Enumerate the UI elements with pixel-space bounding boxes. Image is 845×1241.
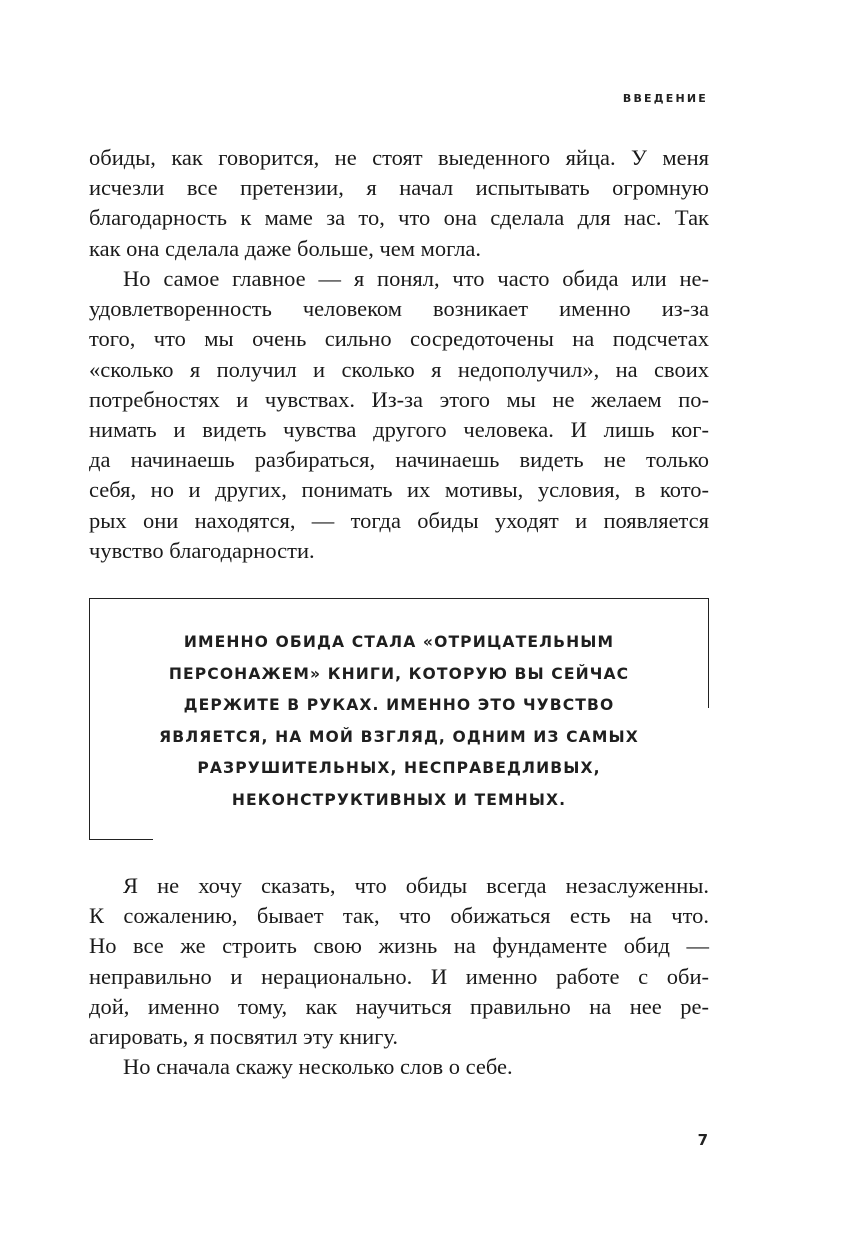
pull-quote-line: ПЕРСОНАЖЕМ» КНИГИ, КОТОРУЮ ВЫ СЕЙЧАС xyxy=(168,664,630,683)
pull-quote-line: РАЗРУШИТЕЛЬНЫХ, НЕСПРАВЕДЛИВЫХ, xyxy=(197,759,601,777)
text-line: К сожалению, бывает так, что обижаться есть на что. xyxy=(89,903,709,929)
pull-quote-frame-top xyxy=(89,598,709,599)
text-line: себя, но и других, понимать их мотивы, условия, в кото- xyxy=(89,477,709,503)
text-line: удовлетворенность человеком возникает именно из-за xyxy=(89,296,709,322)
text-line: чувство благодарности. xyxy=(89,537,315,563)
text-line: исчезли все претензии, я начал испытывать огромную xyxy=(89,175,709,201)
pull-quote-line: ЯВЛЯЕТСЯ, НА МОЙ ВЗГЛЯД, ОДНИМ ИЗ САМЫХ xyxy=(159,727,639,746)
text-line: рых они находятся, — тогда обиды уходят и появляется xyxy=(89,507,709,533)
paragraph-4 xyxy=(89,1052,709,1082)
text-line: неправильно и нерационально. И именно работе с оби- xyxy=(89,963,709,989)
text-line: Я не хочу сказать, что обиды всегда незаслуженны. xyxy=(123,873,709,898)
text-line: потребностях и чувствах. Из-за этого мы не желаем по- xyxy=(89,386,709,412)
pull-quote-text xyxy=(89,627,709,816)
pull-quote-line: ДЕРЖИТЕ В РУКАХ. ИМЕННО ЭТО ЧУВСТВО xyxy=(183,696,615,714)
text-line: Но самое главное — я понял, что часто обида или не- xyxy=(123,266,709,291)
paragraph-2 xyxy=(89,264,709,566)
text-line: того, что мы очень сильно сосредоточены на подсчетах xyxy=(89,326,709,352)
pull-quote-line: ИМЕННО ОБИДА СТАЛА «ОТРИЦАТЕЛЬНЫМ xyxy=(183,633,615,651)
text-line: нимать и видеть чувства другого человека. И лишь ког- xyxy=(89,417,709,443)
text-line: агировать, я посвятил эту книгу. xyxy=(89,1024,398,1050)
pull-quote xyxy=(89,598,709,840)
text-line: благодарность к маме за то, что она сделала для нас. Так xyxy=(89,205,709,231)
text-line: обиды, как говорится, не стоят выеденного яйца. У меня xyxy=(89,145,709,170)
text-line: да начинаешь разбираться, начинаешь видеть не только xyxy=(89,447,709,473)
pull-quote-line: НЕКОНСТРУКТИВНЫХ И ТЕМНЫХ. xyxy=(231,790,567,809)
pull-quote-frame-bottom xyxy=(89,839,153,840)
text-line: Но все же строить свою жизнь на фундаменте обид — xyxy=(89,933,709,959)
paragraph-1 xyxy=(89,143,709,264)
text-line: Но сначала скажу несколько слов о себе. xyxy=(123,1054,513,1079)
text-line: дой, именно тому, как научиться правильно на нее ре- xyxy=(89,993,709,1019)
paragraph-3 xyxy=(89,871,709,1052)
text-line: как она сделала даже больше, чем могла. xyxy=(89,235,482,261)
page-number: 7 xyxy=(697,1131,708,1149)
text-line: «сколько я получил и сколько я недополучил», на своих xyxy=(89,356,709,382)
running-head: ВВЕДЕНИЕ xyxy=(622,92,708,105)
